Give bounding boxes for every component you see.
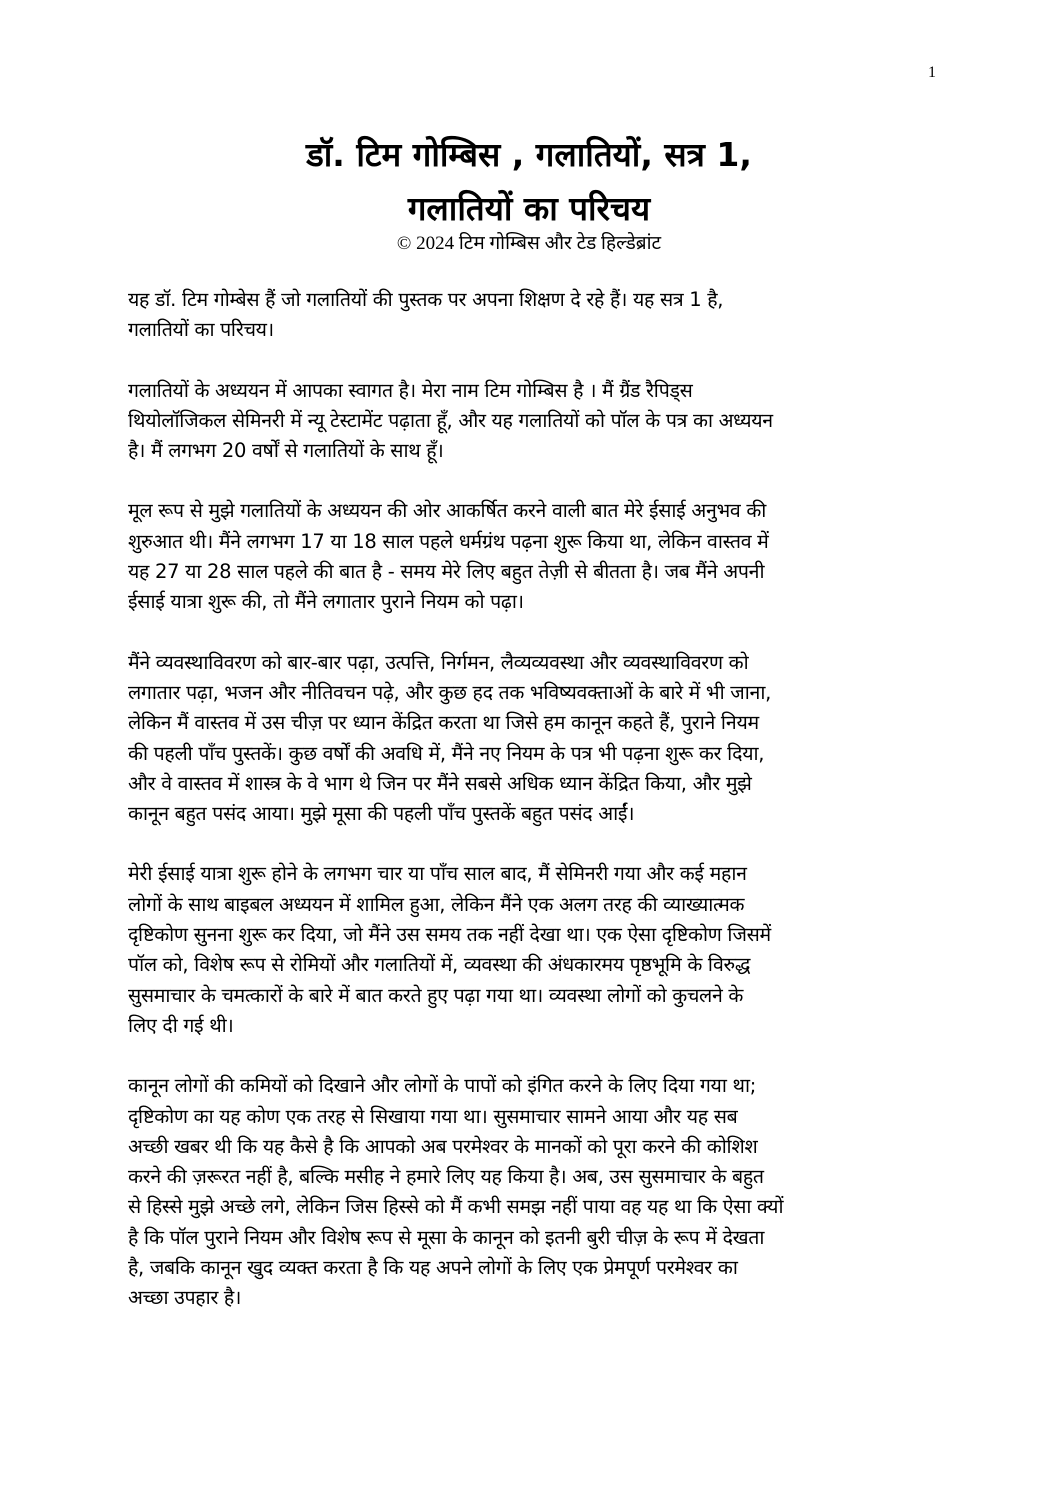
text-line: लिए दी गई थी। — [128, 1013, 234, 1037]
text-line: मेरी ईसाई यात्रा शुरू होने के लगभग चार या पाँच साल बाद, मैं सेमिनरी गया और कई महान — [128, 862, 747, 886]
text-line: की पहली पाँच पुस्तकें। कुछ वर्षों की अवधि में, मैंने नए नियम के पत्र भी पढ़ना शुरू कर दिया, — [128, 741, 765, 765]
text-line: लोगों के साथ बाइबल अध्ययन में शामिल हुआ, लेकिन मैंने एक अलग तरह की व्याख्यात्मक — [128, 892, 745, 916]
text-line: थियोलॉजिकल सेमिनरी में न्यू टेस्टामेंट पढ़ाता हूँ, और यह गलातियों को पॉल के पत्र का अध्ययन — [128, 408, 773, 432]
text-line: अच्छा उपहार है। — [128, 1286, 242, 1310]
text-line: दृष्टिकोण का यह कोण एक तरह से सिखाया गया था। सुसमाचार सामने आया और यह सब — [128, 1104, 738, 1128]
title-line-2: गलातियों का परिचय — [407, 189, 651, 228]
text-line: लगातार पढ़ा, भजन और नीतिवचन पढ़े, और कुछ हद तक भविष्यवक्ताओं के बारे में भी जाना, — [128, 680, 771, 704]
text-line: गलातियों का परिचय। — [128, 318, 274, 342]
paragraph — [128, 376, 938, 467]
document-body — [128, 285, 938, 1344]
text-line: यह 27 या 28 साल पहले की बात है - समय मेरे लिए बहुत तेज़ी से बीतता है। जब मैंने अपनी — [128, 560, 765, 584]
text-line: दृष्टिकोण सुनना शुरू कर दिया, जो मैंने उस समय तक नहीं देखा था। एक ऐसा दृष्टिकोण जिसमें — [128, 923, 771, 947]
text-line: पॉल को, विशेष रूप से रोमियों और गलातियों में, व्यवस्था की अंधकारमय पृष्ठभूमि के विरुद्ध — [128, 953, 751, 977]
text-line: कानून बहुत पसंद आया। मुझे मूसा की पहली पाँच पुस्तकें बहुत पसंद आईं। — [128, 802, 635, 826]
text-line: है। मैं लगभग 20 वर्षों से गलातियों के साथ हूँ। — [128, 439, 444, 463]
text-line: है कि पॉल पुराने नियम और विशेष रूप से मूसा के कानून को इतनी बुरी चीज़ के रूप में देखता — [128, 1225, 765, 1249]
text-line: है, जबकि कानून खुद व्यक्त करता है कि यह अपने लोगों के लिए एक प्रेमपूर्ण परमेश्वर का — [128, 1256, 738, 1280]
paragraph — [128, 1071, 938, 1313]
text-line: करने की ज़रूरत नहीं है, बल्कि मसीह ने हमारे लिए यह किया है। अब, उस सुसमाचार के बहुत — [128, 1165, 764, 1189]
text-line: ईसाई यात्रा शुरू की, तो मैंने लगातार पुराने नियम को पढ़ा। — [128, 590, 524, 614]
text-line: और वे वास्तव में शास्त्र के वे भाग थे जिन पर मैंने सबसे अधिक ध्यान केंद्रित किया, और मुझे — [128, 771, 752, 795]
text-line: लेकिन मैं वास्तव में उस चीज़ पर ध्यान केंद्रित करता था जिसे हम कानून कहते हैं, पुराने नियम — [128, 711, 759, 735]
title-line-1: डॉ. टिम गोम्बिस , गलातियों, सत्र 1, — [306, 135, 752, 174]
text-line: मैंने व्यवस्थाविवरण को बार-बार पढ़ा, उत्पत्ति, निर्गमन, लैव्यव्यवस्था और व्यवस्थाविवरण को — [128, 650, 749, 674]
paragraph — [128, 285, 938, 346]
document-title — [0, 128, 1058, 236]
paragraph — [128, 648, 938, 830]
paragraph — [128, 859, 938, 1041]
copyright-notice: © 2024 टिम गोम्बिस और टेड हिल्डेब्रांट — [396, 233, 662, 254]
text-line: यह डॉ. टिम गोम्बेस हैं जो गलातियों की पुस्तक पर अपना शिक्षण दे रहे हैं। यह सत्र 1 है, — [128, 288, 724, 311]
page-number: 1 — [928, 64, 936, 81]
paragraph — [128, 496, 938, 617]
text-line: सुसमाचार के चमत्कारों के बारे में बात करते हुए पढ़ा गया था। व्यवस्था लोगों को कुचलने के — [128, 983, 744, 1007]
text-line: मूल रूप से मुझे गलातियों के अध्ययन की ओर आकर्षित करने वाली बात मेरे ईसाई अनुभव की — [128, 499, 767, 523]
text-line: कानून लोगों की कमियों को दिखाने और लोगों के पापों को इंगित करने के लिए दिया गया था; — [128, 1074, 756, 1098]
text-line: गलातियों के अध्ययन में आपका स्वागत है। मेरा नाम टिम गोम्बिस है । मैं ग्रैंड रैपिड्स — [128, 378, 693, 402]
text-line: से हिस्से मुझे अच्छे लगे, लेकिन जिस हिस्से को मैं कभी समझ नहीं पाया वह यह था कि ऐसा क्यों — [128, 1195, 784, 1219]
text-line: अच्छी खबर थी कि यह कैसे है कि आपको अब परमेश्वर के मानकों को पूरा करने की कोशिश — [128, 1134, 758, 1158]
text-line: शुरुआत थी। मैंने लगभग 17 या 18 साल पहले धर्मग्रंथ पढ़ना शुरू किया था, लेकिन वास्तव में — [128, 529, 769, 553]
